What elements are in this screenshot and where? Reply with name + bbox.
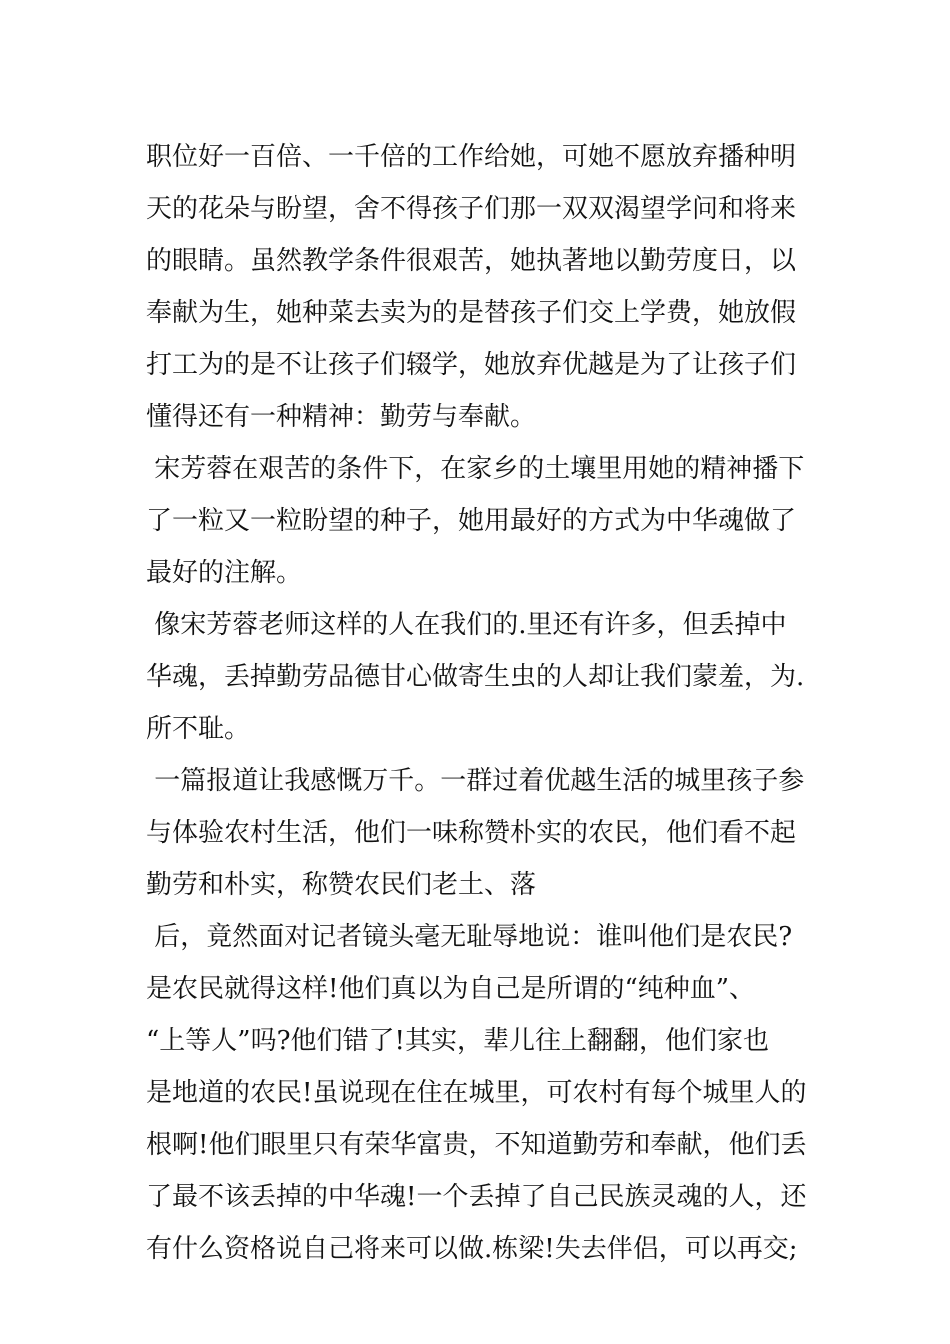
text-line: 了最不该丢掉的中华魂!一个丢掉了自己民族灵魂的人，还 (146, 1182, 807, 1212)
text-line: 打工为的是不让孩子们辍学，她放弃优越是为了让孩子们 (146, 350, 797, 380)
text-line: 有什么资格说自己将来可以做.栋梁!失去伴侣，可以再交; (146, 1234, 798, 1264)
text-line: 后，竟然面对记者镜头毫无耻辱地说：谁叫他们是农民? (146, 922, 793, 952)
text-line: 的眼睛。虽然教学条件很艰苦，她执著地以勤劳度日，以 (146, 246, 797, 276)
text-line: 勤劳和朴实，称赞农民们老土、落 (146, 870, 537, 900)
text-line: 奉献为生，她种菜去卖为的是替孩子们交上学费，她放假 (146, 298, 797, 328)
text-line: 职位好一百倍、一千倍的工作给她，可她不愿放弃播种明 (146, 142, 797, 172)
text-line: 一篇报道让我感慨万千。一群过着优越生活的城里孩子参 (146, 766, 805, 796)
text-line: 根啊!他们眼里只有荣华富贵，不知道勤劳和奉献，他们丢 (146, 1130, 807, 1160)
text-line: 懂得还有一种精神：勤劳与奉献。 (146, 402, 537, 432)
text-line: 所不耻。 (146, 714, 251, 744)
text-line: 是地道的农民!虽说现在住在城里，可农村有每个城里人的 (146, 1078, 807, 1108)
text-line: 是农民就得这样!他们真以为自己是所谓的“纯种血”、 (146, 974, 756, 1004)
text-line: “上等人”吗?他们错了!其实，辈儿往上翻翻，他们家也 (146, 1026, 769, 1056)
text-line: 像宋芳蓉老师这样的人在我们的.里还有许多，但丢掉中 (146, 610, 787, 640)
body-text (146, 131, 810, 1275)
text-line: 华魂，丢掉勤劳品德甘心做寄生虫的人却让我们蒙羞，为. (146, 662, 805, 692)
text-line: 最好的注解。 (146, 558, 303, 588)
text-line: 天的花朵与盼望，舍不得孩子们那一双双渴望学问和将来 (146, 194, 797, 224)
text-line: 宋芳蓉在艰苦的条件下，在家乡的土壤里用她的精神播下 (146, 454, 805, 484)
text-line: 了一粒又一粒盼望的种子，她用最好的方式为中华魂做了 (146, 506, 797, 536)
text-line: 与体验农村生活，他们一味称赞朴实的农民，他们看不起 (146, 818, 797, 848)
